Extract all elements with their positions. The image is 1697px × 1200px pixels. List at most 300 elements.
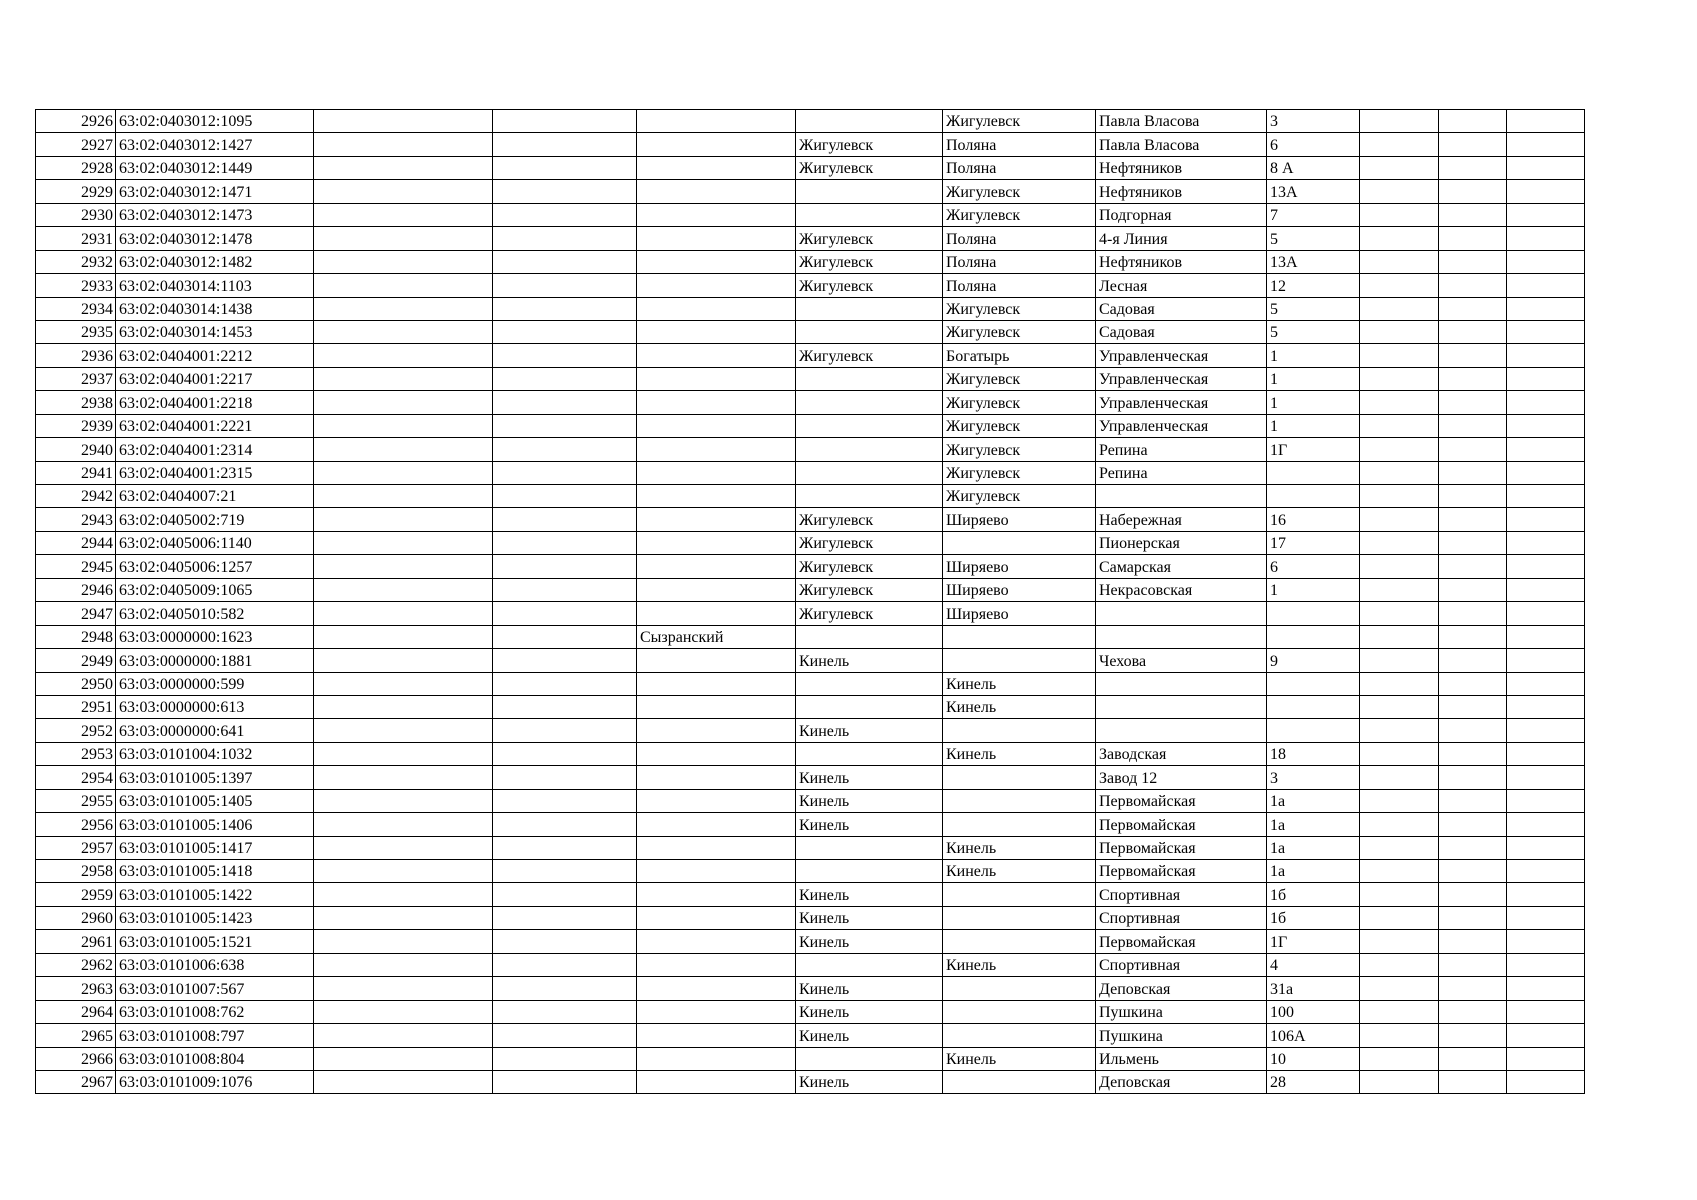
cell-city: Жигулевск [796,133,943,156]
cell-row-number: 2928 [36,156,116,179]
table-row [36,1000,1585,1023]
cell-cadastral-number: 63:02:0403012:1482 [116,250,314,273]
cell-district [637,367,796,390]
cell-city: Кинель [796,789,943,812]
cell-col-3 [314,578,493,601]
cell-col-10 [1360,250,1439,273]
cell-col-4 [493,953,637,976]
cell-cadastral-number: 63:03:0101005:1397 [116,766,314,789]
cell-street: Управленческая [1096,344,1267,367]
cell-col-4 [493,578,637,601]
cell-city: Кинель [796,813,943,836]
cell-col-4 [493,461,637,484]
cell-house: 1а [1267,813,1360,836]
table-row [36,719,1585,742]
cell-locality [943,649,1096,672]
cell-house: 1 [1267,391,1360,414]
cell-col-4 [493,156,637,179]
cell-row-number: 2944 [36,531,116,554]
cell-locality: Жигулевск [943,485,1096,508]
cell-district [637,883,796,906]
cell-house: 13А [1267,250,1360,273]
cell-col-10 [1360,953,1439,976]
cell-col-4 [493,531,637,554]
cell-locality [943,1070,1096,1093]
cell-col-10 [1360,180,1439,203]
cell-col-12 [1507,789,1585,812]
table-row [36,813,1585,836]
cell-col-10 [1360,578,1439,601]
cell-col-11 [1439,649,1507,672]
cadastral-table [35,109,1585,1094]
cell-col-10 [1360,297,1439,320]
cell-city [796,391,943,414]
cell-street: Заводская [1096,742,1267,765]
cell-street [1096,719,1267,742]
cell-col-4 [493,274,637,297]
cell-col-12 [1507,695,1585,718]
cell-row-number: 2957 [36,836,116,859]
cell-street [1096,485,1267,508]
cell-house [1267,485,1360,508]
cell-col-3 [314,274,493,297]
cell-col-10 [1360,602,1439,625]
cell-city [796,297,943,320]
cell-street: Садовая [1096,297,1267,320]
cell-row-number: 2959 [36,883,116,906]
cell-city: Кинель [796,883,943,906]
cell-col-10 [1360,485,1439,508]
cell-row-number: 2946 [36,578,116,601]
cell-col-10 [1360,906,1439,929]
cell-locality [943,883,1096,906]
cell-col-3 [314,133,493,156]
cell-district [637,508,796,531]
cell-house: 4 [1267,953,1360,976]
cell-locality: Кинель [943,1047,1096,1070]
cell-house: 1 [1267,344,1360,367]
cell-col-11 [1439,672,1507,695]
table-row [36,250,1585,273]
cell-city: Жигулевск [796,156,943,179]
cell-city [796,367,943,390]
cell-row-number: 2931 [36,227,116,250]
cell-city [796,461,943,484]
cell-cadastral-number: 63:02:0403012:1427 [116,133,314,156]
cell-district [637,860,796,883]
cell-col-12 [1507,203,1585,226]
cell-col-10 [1360,414,1439,437]
cell-col-11 [1439,695,1507,718]
cell-col-3 [314,1000,493,1023]
cell-locality: Богатырь [943,344,1096,367]
table-row [36,320,1585,343]
cell-row-number: 2927 [36,133,116,156]
cell-row-number: 2961 [36,930,116,953]
cell-city: Жигулевск [796,578,943,601]
cell-locality: Жигулевск [943,438,1096,461]
cell-col-3 [314,180,493,203]
cell-district [637,789,796,812]
cell-cadastral-number: 63:03:0000000:1881 [116,649,314,672]
cell-city: Кинель [796,1000,943,1023]
cell-district [637,461,796,484]
table-row [36,695,1585,718]
cell-col-4 [493,1024,637,1047]
cell-col-10 [1360,461,1439,484]
cell-col-12 [1507,250,1585,273]
table-row [36,1070,1585,1093]
cell-house: 8 А [1267,156,1360,179]
cell-street: Набережная [1096,508,1267,531]
cell-city: Кинель [796,766,943,789]
cell-district [637,297,796,320]
cell-col-11 [1439,438,1507,461]
cell-col-11 [1439,719,1507,742]
cell-district [637,906,796,929]
cell-city: Кинель [796,649,943,672]
cell-col-3 [314,461,493,484]
cell-city: Жигулевск [796,227,943,250]
cell-row-number: 2964 [36,1000,116,1023]
cell-locality [943,1024,1096,1047]
cell-house: 100 [1267,1000,1360,1023]
cell-house [1267,461,1360,484]
cell-locality [943,906,1096,929]
cell-street: Спортивная [1096,906,1267,929]
cell-col-3 [314,860,493,883]
table-row [36,508,1585,531]
cell-district [637,438,796,461]
cell-cadastral-number: 63:02:0403012:1095 [116,110,314,133]
cell-col-4 [493,297,637,320]
cell-street: Управленческая [1096,414,1267,437]
cell-col-11 [1439,156,1507,179]
table-row [36,367,1585,390]
cell-col-10 [1360,649,1439,672]
cell-locality [943,719,1096,742]
cell-house [1267,625,1360,648]
cell-district [637,274,796,297]
cell-col-11 [1439,860,1507,883]
cell-house: 3 [1267,110,1360,133]
table-row [36,391,1585,414]
cell-locality: Кинель [943,836,1096,859]
cell-col-11 [1439,203,1507,226]
table-row [36,1024,1585,1047]
cell-locality [943,1000,1096,1023]
cell-col-10 [1360,133,1439,156]
cell-col-12 [1507,367,1585,390]
cell-locality: Поляна [943,156,1096,179]
cell-col-10 [1360,1047,1439,1070]
cell-house: 1Г [1267,930,1360,953]
cell-row-number: 2960 [36,906,116,929]
table-row [36,227,1585,250]
cell-col-11 [1439,836,1507,859]
cell-row-number: 2952 [36,719,116,742]
cell-row-number: 2937 [36,367,116,390]
cell-city: Кинель [796,1070,943,1093]
cell-street [1096,602,1267,625]
cell-col-12 [1507,742,1585,765]
cell-col-11 [1439,274,1507,297]
cell-col-4 [493,602,637,625]
cell-cadastral-number: 63:02:0404007:21 [116,485,314,508]
cell-col-4 [493,883,637,906]
cell-col-10 [1360,1000,1439,1023]
table-row [36,860,1585,883]
cell-city [796,110,943,133]
cell-locality: Поляна [943,133,1096,156]
cell-col-3 [314,742,493,765]
cell-cadastral-number: 63:02:0404001:2315 [116,461,314,484]
table-row [36,789,1585,812]
cell-city: Жигулевск [796,274,943,297]
cell-col-4 [493,508,637,531]
cell-row-number: 2948 [36,625,116,648]
cell-locality: Ширяево [943,578,1096,601]
cell-locality: Ширяево [943,602,1096,625]
cell-row-number: 2965 [36,1024,116,1047]
cell-cadastral-number: 63:03:0101005:1417 [116,836,314,859]
cell-col-12 [1507,1047,1585,1070]
cell-col-11 [1439,930,1507,953]
cell-row-number: 2966 [36,1047,116,1070]
cell-cadastral-number: 63:03:0101006:638 [116,953,314,976]
cell-col-3 [314,485,493,508]
cell-col-11 [1439,461,1507,484]
cell-col-11 [1439,297,1507,320]
cell-col-12 [1507,883,1585,906]
cell-col-3 [314,438,493,461]
cell-col-12 [1507,438,1585,461]
table-row [36,977,1585,1000]
cell-cadastral-number: 63:03:0101005:1405 [116,789,314,812]
table-row [36,766,1585,789]
cell-street: Подгорная [1096,203,1267,226]
cell-col-11 [1439,1047,1507,1070]
cell-col-4 [493,836,637,859]
cell-house: 3 [1267,766,1360,789]
cell-cadastral-number: 63:02:0403014:1438 [116,297,314,320]
cell-row-number: 2935 [36,320,116,343]
cell-house: 5 [1267,227,1360,250]
cell-street: Пионерская [1096,531,1267,554]
cell-street: Нефтяников [1096,180,1267,203]
cell-col-4 [493,344,637,367]
cell-col-3 [314,531,493,554]
cell-street: Лесная [1096,274,1267,297]
cell-street: Ильмень [1096,1047,1267,1070]
cell-row-number: 2947 [36,602,116,625]
cell-col-12 [1507,110,1585,133]
cell-row-number: 2926 [36,110,116,133]
cell-district [637,836,796,859]
cell-cadastral-number: 63:03:0101008:804 [116,1047,314,1070]
cell-cadastral-number: 63:03:0101007:567 [116,977,314,1000]
cell-col-4 [493,695,637,718]
cell-street: Первомайская [1096,860,1267,883]
cell-city [796,695,943,718]
cell-house: 10 [1267,1047,1360,1070]
cell-city: Кинель [796,1024,943,1047]
cell-locality [943,625,1096,648]
cell-col-11 [1439,742,1507,765]
cell-city: Кинель [796,977,943,1000]
cell-col-10 [1360,555,1439,578]
cell-locality: Жигулевск [943,110,1096,133]
cell-row-number: 2958 [36,860,116,883]
cell-col-3 [314,930,493,953]
cell-col-4 [493,438,637,461]
cell-col-3 [314,110,493,133]
cell-col-4 [493,555,637,578]
cell-house: 1 [1267,367,1360,390]
cell-col-4 [493,672,637,695]
cell-district [637,977,796,1000]
cell-city [796,836,943,859]
cell-locality: Кинель [943,742,1096,765]
cell-col-12 [1507,156,1585,179]
cell-district [637,391,796,414]
cell-col-3 [314,766,493,789]
cell-house: 5 [1267,297,1360,320]
table-row [36,414,1585,437]
cell-col-11 [1439,602,1507,625]
cell-cadastral-number: 63:02:0404001:2218 [116,391,314,414]
cell-locality: Жигулевск [943,297,1096,320]
cell-row-number: 2929 [36,180,116,203]
cell-col-10 [1360,977,1439,1000]
cell-cadastral-number: 63:03:0101008:762 [116,1000,314,1023]
cell-col-11 [1439,1070,1507,1093]
cell-col-11 [1439,367,1507,390]
cell-col-3 [314,953,493,976]
cell-district [637,695,796,718]
cell-col-4 [493,719,637,742]
cell-street [1096,672,1267,695]
cell-col-12 [1507,649,1585,672]
cell-row-number: 2949 [36,649,116,672]
cell-col-11 [1439,906,1507,929]
cell-col-11 [1439,555,1507,578]
cell-col-11 [1439,110,1507,133]
cell-cadastral-number: 63:02:0403014:1103 [116,274,314,297]
cell-col-3 [314,649,493,672]
cell-district [637,1000,796,1023]
cell-col-12 [1507,485,1585,508]
cell-house: 1 [1267,578,1360,601]
cell-house: 6 [1267,133,1360,156]
cell-locality: Ширяево [943,555,1096,578]
table-row [36,531,1585,554]
cell-city [796,742,943,765]
cell-col-3 [314,555,493,578]
cell-col-11 [1439,508,1507,531]
table-row [36,133,1585,156]
cell-col-12 [1507,508,1585,531]
cell-col-12 [1507,133,1585,156]
cell-house [1267,672,1360,695]
cell-cadastral-number: 63:03:0000000:599 [116,672,314,695]
cell-house: 28 [1267,1070,1360,1093]
table-row [36,156,1585,179]
cell-col-12 [1507,836,1585,859]
cell-city [796,625,943,648]
cell-locality: Кинель [943,953,1096,976]
cell-col-3 [314,672,493,695]
cell-cadastral-number: 63:02:0404001:2221 [116,414,314,437]
cell-col-12 [1507,578,1585,601]
cell-col-3 [314,789,493,812]
cell-locality: Жигулевск [943,203,1096,226]
cell-col-11 [1439,320,1507,343]
cell-cadastral-number: 63:03:0101004:1032 [116,742,314,765]
cell-col-3 [314,1024,493,1047]
cell-city: Кинель [796,719,943,742]
cell-col-10 [1360,719,1439,742]
cell-col-10 [1360,695,1439,718]
cell-row-number: 2932 [36,250,116,273]
cell-district [637,414,796,437]
cell-street: Нефтяников [1096,250,1267,273]
cell-street: Первомайская [1096,789,1267,812]
cell-col-10 [1360,1024,1439,1047]
table-row [36,953,1585,976]
table-row [36,344,1585,367]
cell-district [637,133,796,156]
cell-col-4 [493,367,637,390]
cell-house: 1а [1267,860,1360,883]
cell-col-11 [1439,414,1507,437]
cell-cadastral-number: 63:02:0405006:1140 [116,531,314,554]
cell-street: Первомайская [1096,813,1267,836]
cell-col-3 [314,227,493,250]
cell-col-12 [1507,813,1585,836]
table-row [36,672,1585,695]
cell-locality: Жигулевск [943,180,1096,203]
cell-house: 106А [1267,1024,1360,1047]
cell-locality [943,930,1096,953]
cell-city: Кинель [796,906,943,929]
cell-col-10 [1360,625,1439,648]
cell-city: Жигулевск [796,250,943,273]
cell-locality: Жигулевск [943,414,1096,437]
cell-col-10 [1360,813,1439,836]
cell-district [637,485,796,508]
cell-col-11 [1439,133,1507,156]
cell-col-11 [1439,180,1507,203]
cell-cadastral-number: 63:02:0403012:1471 [116,180,314,203]
cell-street [1096,695,1267,718]
cell-col-3 [314,391,493,414]
cell-col-10 [1360,531,1439,554]
cell-street: Пушкина [1096,1000,1267,1023]
cell-col-3 [314,1047,493,1070]
table-row [36,203,1585,226]
cell-col-10 [1360,860,1439,883]
cell-house: 16 [1267,508,1360,531]
cell-col-3 [314,977,493,1000]
cell-col-4 [493,250,637,273]
cell-house: 1б [1267,906,1360,929]
cell-district [637,180,796,203]
cell-city: Жигулевск [796,344,943,367]
table-row [36,274,1585,297]
cell-col-4 [493,766,637,789]
cell-district [637,227,796,250]
